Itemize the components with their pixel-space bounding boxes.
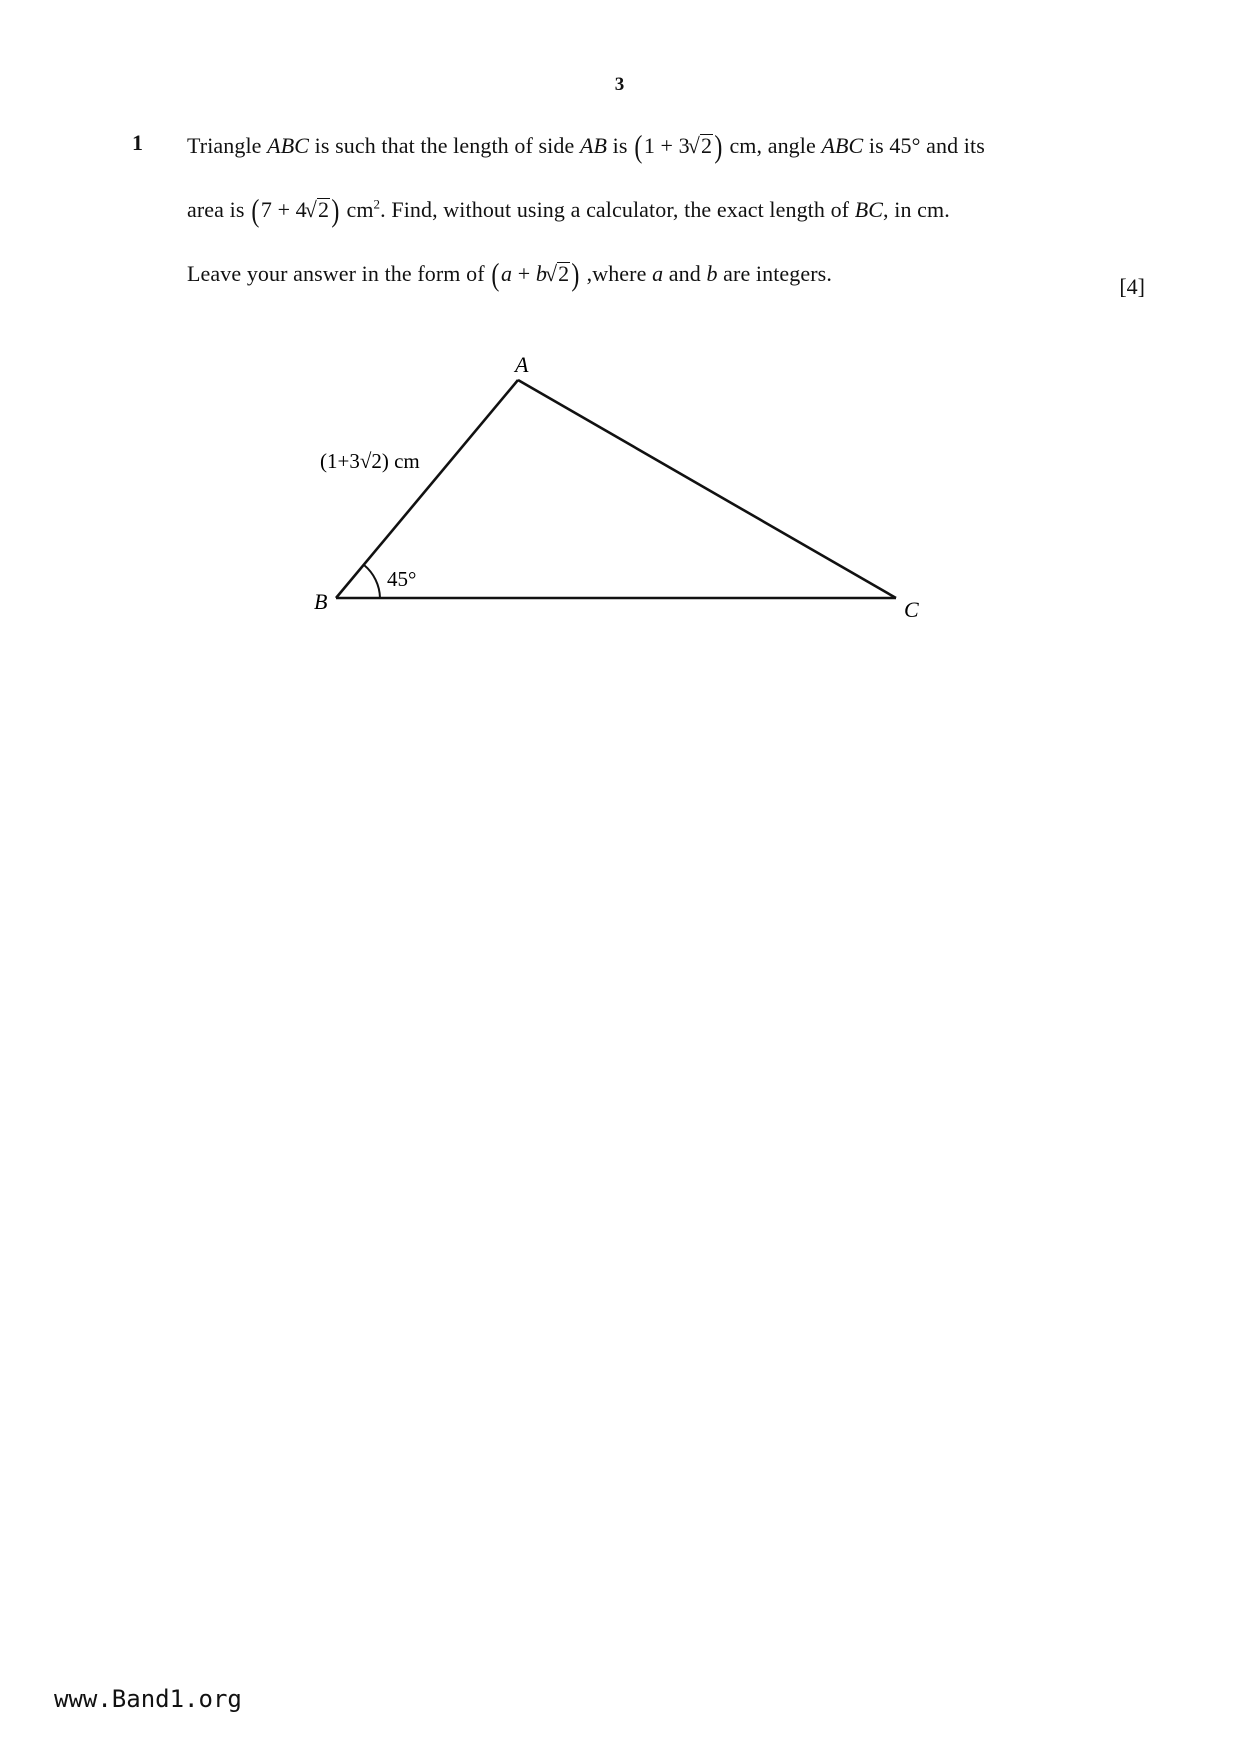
side-ac: [518, 380, 896, 598]
text: is 45° and its: [863, 133, 985, 158]
side-ab-label: (1+3√2) cm: [320, 449, 420, 473]
sqrt-sign: √: [304, 197, 317, 222]
text: and: [663, 261, 707, 286]
variable-a: a: [501, 261, 513, 286]
text: is such that the length of side: [309, 133, 580, 158]
vertex-a-label: A: [515, 352, 529, 377]
plus-sign: +: [512, 261, 536, 286]
text: . Find, without using a calculator, the exact length of: [380, 197, 855, 222]
angle-name: ABC: [821, 133, 864, 158]
text: are integers.: [717, 261, 832, 286]
radicand: 2: [558, 261, 570, 286]
left-paren: (: [491, 256, 500, 292]
superscript: 2: [373, 196, 381, 212]
left-paren: (: [251, 192, 260, 228]
marks: [4]: [1119, 274, 1145, 299]
vertex-c-label: C: [904, 597, 919, 622]
right-paren: ): [331, 192, 340, 228]
variable-b: b: [706, 261, 718, 286]
math-term: 7 + 4: [260, 197, 307, 222]
side-name: AB: [579, 133, 608, 158]
text: is: [607, 133, 634, 158]
radicand: 2: [317, 197, 330, 222]
left-paren: (: [634, 128, 643, 164]
variable-a: a: [652, 261, 664, 286]
triangle-diagram: [0, 0, 1239, 700]
sqrt-sign: √: [544, 261, 558, 286]
radicand: 2: [700, 133, 713, 158]
text: ,where: [581, 261, 653, 286]
text: , in cm.: [883, 197, 950, 222]
vertex-b-label: B: [314, 589, 328, 614]
text: Leave your answer in the form of: [187, 261, 491, 286]
page-number: 3: [614, 74, 625, 95]
variable-b: b: [535, 261, 547, 286]
text: area is: [187, 197, 251, 222]
footer-url: www.Band1.org: [54, 1685, 242, 1713]
angle-arc: [364, 565, 380, 598]
text: cm: [340, 197, 374, 222]
text: cm, angle: [723, 133, 822, 158]
right-paren: ): [714, 128, 723, 164]
triangle-name: ABC: [267, 133, 310, 158]
question-number: 1: [132, 130, 143, 155]
angle-label: 45°: [387, 567, 417, 591]
side-name: BC: [854, 197, 884, 222]
sqrt-sign: √: [687, 133, 700, 158]
side-ab: [336, 380, 518, 598]
text: Triangle: [187, 133, 268, 158]
math-term: 1 + 3: [643, 133, 690, 158]
right-paren: ): [571, 256, 580, 292]
